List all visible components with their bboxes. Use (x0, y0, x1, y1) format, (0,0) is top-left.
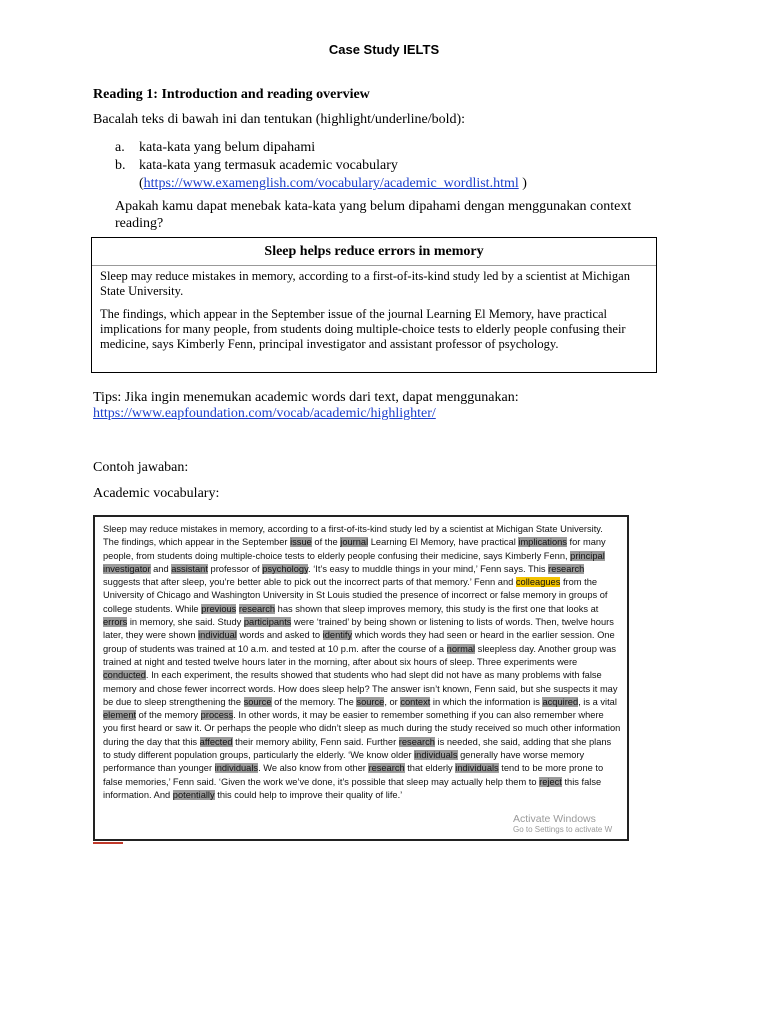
highlighted-academic-word: element (103, 710, 137, 721)
highlighted-academic-word: psychology (262, 563, 309, 574)
paren-open: ( (139, 176, 144, 191)
passage-text: . We also know from other (258, 763, 369, 774)
passage-text: of the (311, 537, 341, 548)
passage-text: this false information. And (103, 776, 602, 800)
paren-close: ) (518, 176, 527, 191)
list-item (115, 139, 675, 157)
section-heading: Reading 1: Introduction and reading overview (93, 87, 370, 102)
passage-text: , is a vital (578, 696, 617, 707)
highlighted-academic-word: errors (103, 617, 128, 628)
passage-text: . In each experiment, the results showed that students who had slept did not have as many problems with false memory and chose fewer incorrect words. How does sleep help? The answer isn’t known, Fenn said, but she suspects it may be due to sleep strengthening the (103, 670, 618, 707)
passage-text: and (150, 563, 172, 574)
passage-text: suggests that after sleep, you’re better able to pick out the incorrect parts of that memory.’ Fenn and (103, 577, 516, 588)
article-title: Sleep helps reduce errors in memory (264, 244, 484, 259)
passage-text: which words they had seen or heard in the earlier session. One group of students was trained at 10 a.m. and tested at 10 p.m. after the course of a (103, 630, 615, 654)
task-list (115, 139, 675, 193)
highlighted-academic-word: normal (446, 643, 476, 654)
highlighted-academic-word: conducted (103, 670, 146, 681)
article-paragraph-2: The findings, which appear in the September issue of the journal Learning El Memory, have practical implications for many people, from students doing multiple-choice tests to elderly people confusing their medicine, says Kimberly Fenn, principal investigator and assistant professor of psychology. (100, 307, 626, 351)
example-answer-label: Contoh jawaban: (93, 460, 189, 475)
highlighted-academic-word: context (400, 696, 431, 707)
highlighted-academic-word: source (243, 696, 272, 707)
passage-text: tend to be more prone to false memories,’ Fenn said. ‘Given the work we’ve done, it’s possible that sleep may actually help them to (103, 763, 604, 787)
article-paragraph-1: Sleep may reduce mistakes in memory, according to a first-of-its-kind study led by a scientist at Michigan State University. (100, 269, 630, 298)
highlighted-academic-word: assistant (171, 563, 208, 574)
highlighted-academic-word: individuals (455, 763, 499, 774)
highlighted-academic-word: implications (518, 537, 567, 548)
passage-text: words and asked to (236, 630, 323, 641)
highlighted-academic-word: previous (201, 603, 237, 614)
highlighted-academic-word: research (368, 763, 405, 774)
highlighted-academic-word: process (200, 710, 234, 721)
instruction-text: Bacalah teks di bawah ini dan tentukan (highlight/underline/bold): (93, 112, 466, 127)
passage-text: from the University of Chicago and Washington University in St Louis studied the presence of incorrect or false memory in groups of college students. While (103, 577, 608, 614)
wordlist-link-row (115, 175, 675, 193)
highlighted-academic-word: individuals (414, 750, 458, 761)
highlighted-text-screenshot (93, 515, 629, 841)
passage-text: Learning El Memory, have practical (368, 537, 519, 548)
watermark-title: Activate Windows (513, 813, 596, 825)
passage-text: for many people, from students doing multiple-choice tests to elderly people confusing their medicine, says Kimberly Fenn, (103, 537, 606, 561)
passage-text: in memory, she said. Study (127, 617, 244, 628)
highlighted-academic-word: colleagues (515, 577, 561, 588)
list-marker: b. (115, 158, 126, 173)
passage-text: this could help to improve their quality of life.’ (214, 789, 403, 800)
list-item (115, 157, 675, 175)
highlighted-academic-word: individual (198, 630, 237, 641)
passage-text: in which the information is (430, 696, 543, 707)
highlighted-academic-word: investigator (103, 563, 151, 574)
passage-text: . ‘It’s easy to muddle things in your mind,’ Fenn says. This (308, 563, 549, 574)
passage-text: of the memory. The (271, 696, 357, 707)
highlighted-academic-word: acquired (542, 696, 579, 707)
passage-text: that elderly (404, 763, 456, 774)
passage-text: sleepless day. Another group was trained at night and tested twelve hours later in the morning, after about six hours of sleep. Three experiments were (103, 643, 617, 667)
passage-text: , or (384, 696, 401, 707)
passage-text: their memory ability, Fenn said. Further (232, 736, 399, 747)
highlighted-academic-word: individuals (214, 763, 259, 774)
passage-text: Sleep may reduce mistakes in memory, according to a first-of-its-kind study led by a scientist at Michigan State University. The findings, which appear in the September (103, 524, 603, 548)
red-underline-mark (93, 842, 123, 844)
highlighted-academic-word: research (548, 563, 585, 574)
academic-wordlist-link[interactable]: https://www.examenglish.com/vocabulary/academic_wordlist.html (143, 176, 519, 191)
list-item-text: kata-kata yang termasuk academic vocabulary (139, 158, 398, 173)
highlighted-academic-word: potentially (172, 789, 215, 800)
highlighted-academic-word: affected (199, 736, 233, 747)
passage-text: were ‘trained’ by being shown or listening to lists of words. Then, twelve hours later, they were shown (103, 617, 614, 641)
highlighted-academic-word: identify (322, 630, 353, 641)
document-title: Case Study IELTS (328, 42, 440, 57)
guess-question: Apakah kamu dapat menebak kata-kata yang belum dipahami dengan menggunakan context reading? (115, 199, 632, 231)
passage-text: . In other words, it may be easier to remember something if you can also remember where you first heard or saw it. Or perhaps the people who didn’t sleep as much during the study received so much other information during the day that this (103, 710, 621, 747)
highlighter-link[interactable]: https://www.eapfoundation.com/vocab/academic/highlighter/ (93, 406, 436, 421)
article-box (91, 237, 657, 373)
list-marker: a. (115, 140, 125, 155)
highlighted-academic-word: research (238, 603, 276, 614)
academic-vocabulary-label: Academic vocabulary: (93, 486, 220, 501)
highlighted-passage (103, 523, 621, 802)
watermark-subtitle: Go to Settings to activate W (513, 825, 613, 834)
passage-text: generally have worse memory performance than younger (103, 750, 585, 774)
passage-text: of the memory (136, 710, 201, 721)
highlighted-academic-word: principal (570, 550, 605, 561)
highlighted-academic-word: research (398, 736, 435, 747)
highlighted-academic-word: journal (340, 537, 369, 548)
highlighted-academic-word: reject (539, 776, 562, 787)
activate-windows-watermark (513, 813, 623, 835)
article-title-divider (92, 265, 656, 266)
passage-text: is needed, she said, adding that she plans to study different population groups, particularly the elderly. ‘We know older (103, 736, 612, 761)
passage-text: has shown that sleep improves memory, this study is the first one that looks at (275, 603, 599, 614)
list-item-text: kata-kata yang belum dipahami (139, 140, 316, 155)
highlighted-academic-word: source (356, 696, 385, 707)
highlighted-academic-word: participants (243, 617, 292, 628)
highlighted-academic-word: issue (290, 537, 312, 548)
tips-text: Tips: Jika ingin menemukan academic words dari text, dapat menggunakan: (93, 390, 519, 405)
tips-block (93, 390, 653, 422)
passage-text: professor of (207, 563, 263, 574)
